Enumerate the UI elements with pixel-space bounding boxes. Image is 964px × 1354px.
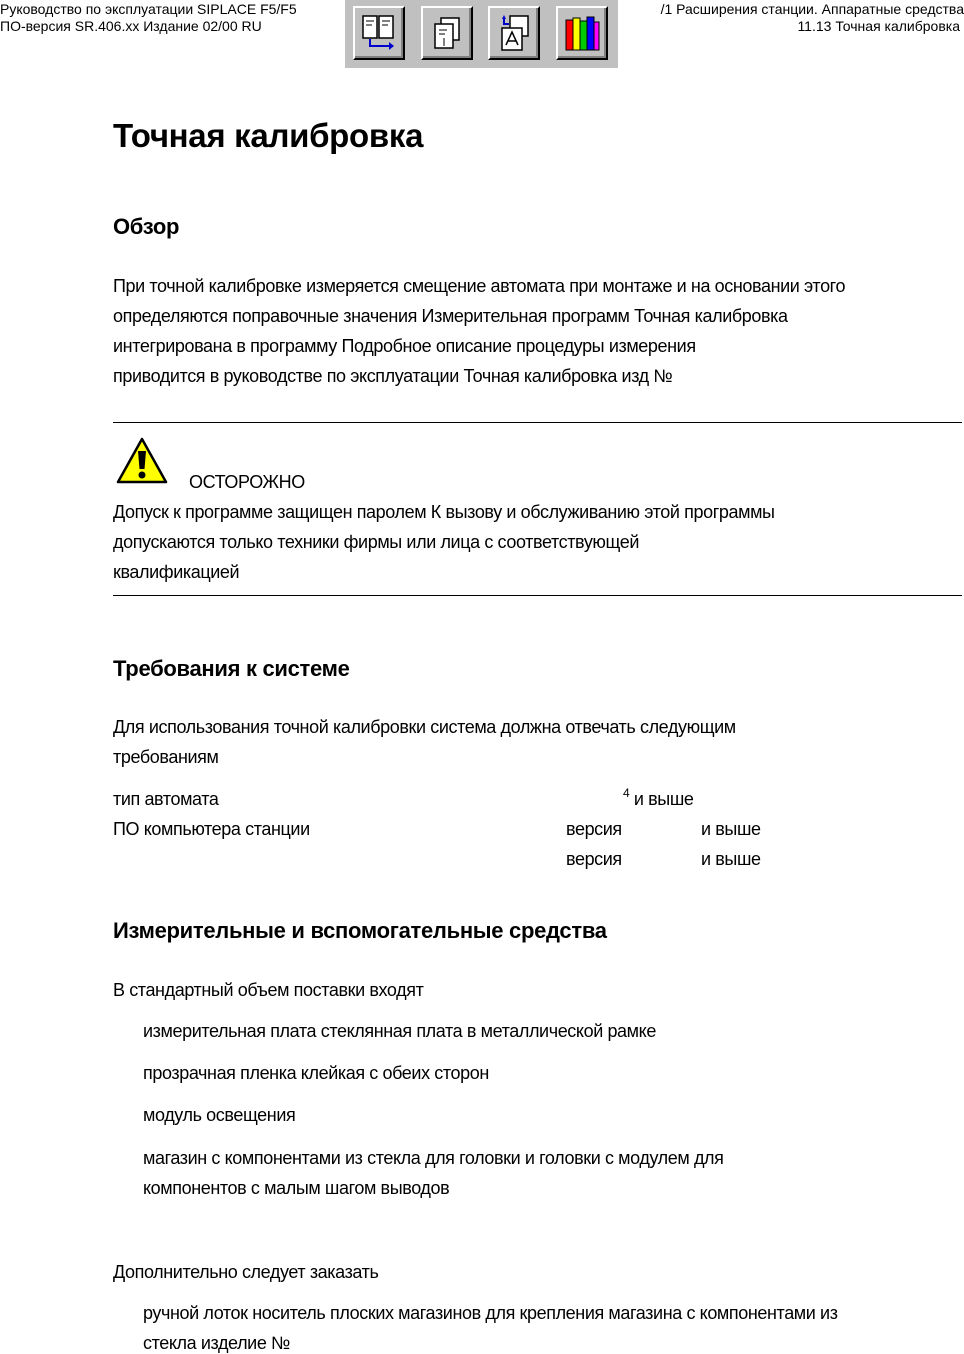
list-item: компонентов с малым шагом выводов [143,1178,450,1198]
requirement-version-label: версия [566,849,622,869]
divider [113,422,962,423]
tools-heading: Измерительные и вспомогательные средства [113,918,607,943]
overview-heading: Обзор [113,214,180,239]
requirements-heading: Требования к системе [113,656,350,681]
superscript: 4 [623,786,630,800]
glossary-button[interactable] [488,6,540,60]
requirement-label: тип автомата [113,789,219,809]
library-button[interactable] [556,6,608,60]
divider [113,595,962,596]
requirement-tail: и выше [701,819,761,839]
list-item: измерительная плата стеклянная плата в металлической рамке [143,1021,656,1041]
contents-button[interactable] [353,6,405,60]
list-item: стекла изделие № [143,1333,290,1353]
library-icon [562,12,602,54]
caution-label: ОСТОРОЖНО [189,472,305,492]
caution-line: квалификацией [113,562,240,582]
requirement-version-label: версия [566,819,622,839]
requirement-tail: и выше [633,789,694,809]
list-item: ручной лоток носитель плоских магазинов для крепления магазина с компонентами из [143,1303,838,1323]
paragraph-line: Дополнительно следует заказать [113,1262,379,1282]
paragraph-line: В стандартный объем поставки входят [113,980,424,1000]
index-button[interactable] [421,6,473,60]
paragraph-line: определяются поправочные значения Измерительная программ Точная калибровка [113,306,788,326]
paragraph-line: При точной калибровке измеряется смещение автомата при монтаже и на основании этого [113,276,846,296]
caution-line: допускаются только техники фирмы или лица с соответствующей [113,532,639,552]
list-item: магазин с компонентами из стекла для головки и головки с модулем для [143,1148,724,1168]
header-section: 11.13 Точная калибровка [797,18,960,34]
paragraph-line: требованиям [113,747,219,767]
requirement-value [623,788,694,812]
glossary-icon [494,12,534,54]
header-manual-title: Руководство по эксплуатации SIPLACE F5/F5 [0,1,297,17]
requirement-label: ПО компьютера станции [113,819,310,839]
requirement-tail: и выше [701,849,761,869]
paragraph-line: Для использования точной калибровки система должна отвечать следующим [113,717,736,737]
navigation-toolbar [345,0,618,68]
paragraph-line: приводится в руководстве по эксплуатации Точная калибровка изд № [113,366,673,386]
header-chapter: /1 Расширения станции. Аппаратные средства [660,1,964,17]
paragraph-line: интегрирована в программу Подробное описание процедуры измерения [113,336,696,356]
warning-triangle-icon [115,436,169,486]
caution-line: Допуск к программе защищен паролем К вызову и обслуживанию этой программы [113,502,775,522]
contents-icon [359,12,399,54]
list-item: прозрачная пленка клейкая с обеих сторон [143,1063,489,1083]
page-title: Точная калибровка [113,117,424,154]
header-software-version: ПО-версия SR.406.xx Издание 02/00 RU [0,18,262,34]
index-icon [427,12,467,54]
list-item: модуль освещения [143,1105,296,1125]
